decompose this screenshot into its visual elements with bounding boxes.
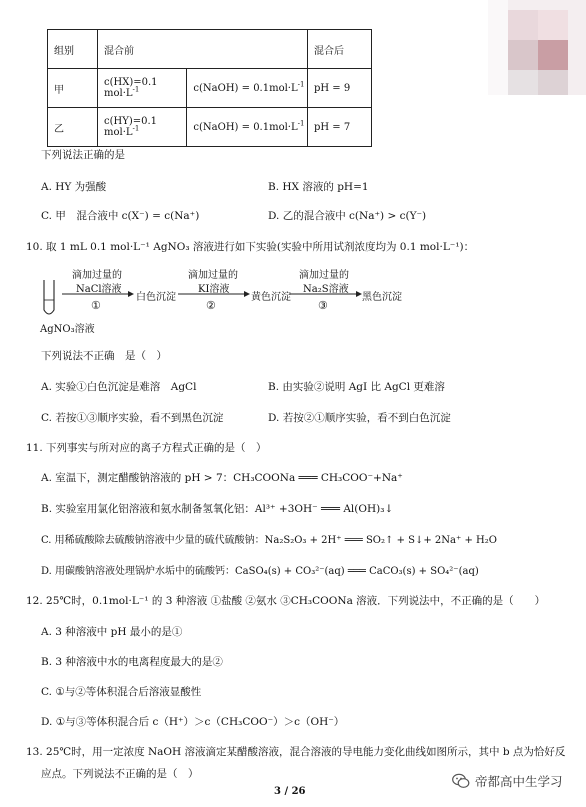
step2-number: ② xyxy=(206,299,216,312)
q12-option-c: C. ①与②等体积混合后溶液显酸性 xyxy=(41,686,202,698)
q12-option-d: D. ①与③等体积混合后 c（H⁺）＞c（CH₃COO⁻）＞c（OH⁻） xyxy=(41,716,345,728)
arrow-icon xyxy=(62,290,136,298)
q10-option-d: D. 若按②①顺序实验，看不到白色沉淀 xyxy=(268,412,451,424)
q11-stem: 11. 下列事实与所对应的离子方程式正确的是（ ） xyxy=(26,442,267,454)
cell-ph: pH = 9 xyxy=(308,69,372,108)
q9-prompt: 下列说法正确的是 xyxy=(41,149,125,161)
step3-top: 滴加过量的 xyxy=(299,270,349,281)
table-header-row xyxy=(48,30,372,69)
q9-option-c: C. 甲 混合液中 c(X⁻) = c(Na⁺) xyxy=(41,210,200,222)
q12-stem: 12. 25℃时，0.1mol·L⁻¹ 的 3 种溶液 ①盐酸 ②氨水 ③CH₃COONa 溶液．下列说法中，不正确的是（ ） xyxy=(26,595,546,607)
test-tube-icon xyxy=(38,278,60,320)
page-number: 3 / 26 xyxy=(274,786,306,797)
q9-option-b: B. HX 溶液的 pH=1 xyxy=(268,181,369,193)
watermark-text: 帝都高中生学习 xyxy=(475,774,563,789)
step2-top: 滴加过量的 xyxy=(188,270,238,281)
arrow-icon xyxy=(290,290,364,298)
product1: 白色沉淀 xyxy=(136,292,176,303)
step3-reagent: Na₂S溶液 xyxy=(303,284,349,295)
header-before: 混合前 xyxy=(98,30,308,69)
blurred-avatar xyxy=(488,0,586,95)
q13-line2: 应点。下列说法不正确的是（ ） xyxy=(41,768,199,780)
q9-option-a: A. HY 为强酸 xyxy=(41,181,107,193)
cell-base: c(NaOH) = $0.1mol\cdot L^{-1}$ xyxy=(187,69,308,108)
q13-line1: 13. 25℃时，用一定浓度 NaOH 溶液滴定某醋酸溶液，混合溶液的导电能力变化曲线如图所示，其中 b 点为恰好反 xyxy=(26,746,566,758)
q12-option-a: A. 3 种溶液中 pH 最小的是① xyxy=(41,626,183,638)
q11-option-a: A. 室温下，测定醋酸钠溶液的 pH > 7：CH₃COONa ═══ CH₃COO⁻+Na⁺ xyxy=(41,472,403,484)
data-table xyxy=(47,29,372,147)
q10-prompt: 下列说法不正确 是（ ） xyxy=(41,350,167,362)
header-after: 混合后 xyxy=(308,30,372,69)
cell-acid: c(HY)=0.1 $mol\cdot L^{-1}$ xyxy=(98,108,187,147)
step1-top: 滴加过量的 xyxy=(72,270,122,281)
header-group: 组别 xyxy=(48,30,98,69)
step2-reagent: KI溶液 xyxy=(198,284,230,295)
q9-option-d: D. 乙的混合液中 c(Na⁺) > c(Y⁻) xyxy=(268,210,427,222)
q12-option-b: B. 3 种溶液中水的电离程度最大的是② xyxy=(41,656,223,668)
cell-base: c(NaOH) = $0.1mol\cdot L^{-1}$ xyxy=(187,108,308,147)
q10-option-a: A. 实验①白色沉淀是难溶 AgCl xyxy=(41,381,197,393)
table-row xyxy=(48,69,372,108)
tube-label: AgNO₃溶液 xyxy=(40,324,95,335)
cell-group: 甲 xyxy=(48,69,98,108)
q10-option-b: B. 由实验②说明 AgI 比 AgCl 更难溶 xyxy=(268,381,445,393)
arrow-icon xyxy=(178,290,252,298)
wechat-icon xyxy=(452,773,470,789)
step1-reagent: NaCl溶液 xyxy=(76,284,122,295)
watermark xyxy=(452,769,563,793)
step3-number: ③ xyxy=(318,299,328,312)
cell-acid: c(HX)=0.1 $mol\cdot L^{-1}$ xyxy=(98,69,187,108)
q10-stem: 10. 取 1 mL 0.1 mol·L⁻¹ AgNO₃ 溶液进行如下实验(实验中所用试剂浓度均为 0.1 mol·L⁻¹)： xyxy=(26,241,475,253)
product2: 黄色沉淀 xyxy=(251,292,291,303)
product3: 黑色沉淀 xyxy=(362,292,402,303)
step1-number: ① xyxy=(91,299,101,312)
q10-option-c: C. 若按①③顺序实验，看不到黑色沉淀 xyxy=(41,412,224,424)
q11-option-d: D. 用碳酸钠溶液处理锅炉水垢中的硫酸钙：CaSO₄(s) + CO₃²⁻(aq) ═══ CaCO₃(s) + SO₄²⁻(aq) xyxy=(41,566,479,577)
cell-ph: pH = 7 xyxy=(308,108,372,147)
cell-group: 乙 xyxy=(48,108,98,147)
q11-option-c: C. 用稀硫酸除去硫酸钠溶液中少量的硫代硫酸钠：Na₂S₂O₃ + 2H⁺ ═══ SO₂↑ + S↓+ 2Na⁺ + H₂O xyxy=(41,535,497,546)
table-row xyxy=(48,108,372,147)
q11-option-b: B. 实验室用氯化铝溶液和氨水制备氢氧化铝：Al³⁺ +3OH⁻ ═══ Al(OH)₃↓ xyxy=(41,503,394,515)
